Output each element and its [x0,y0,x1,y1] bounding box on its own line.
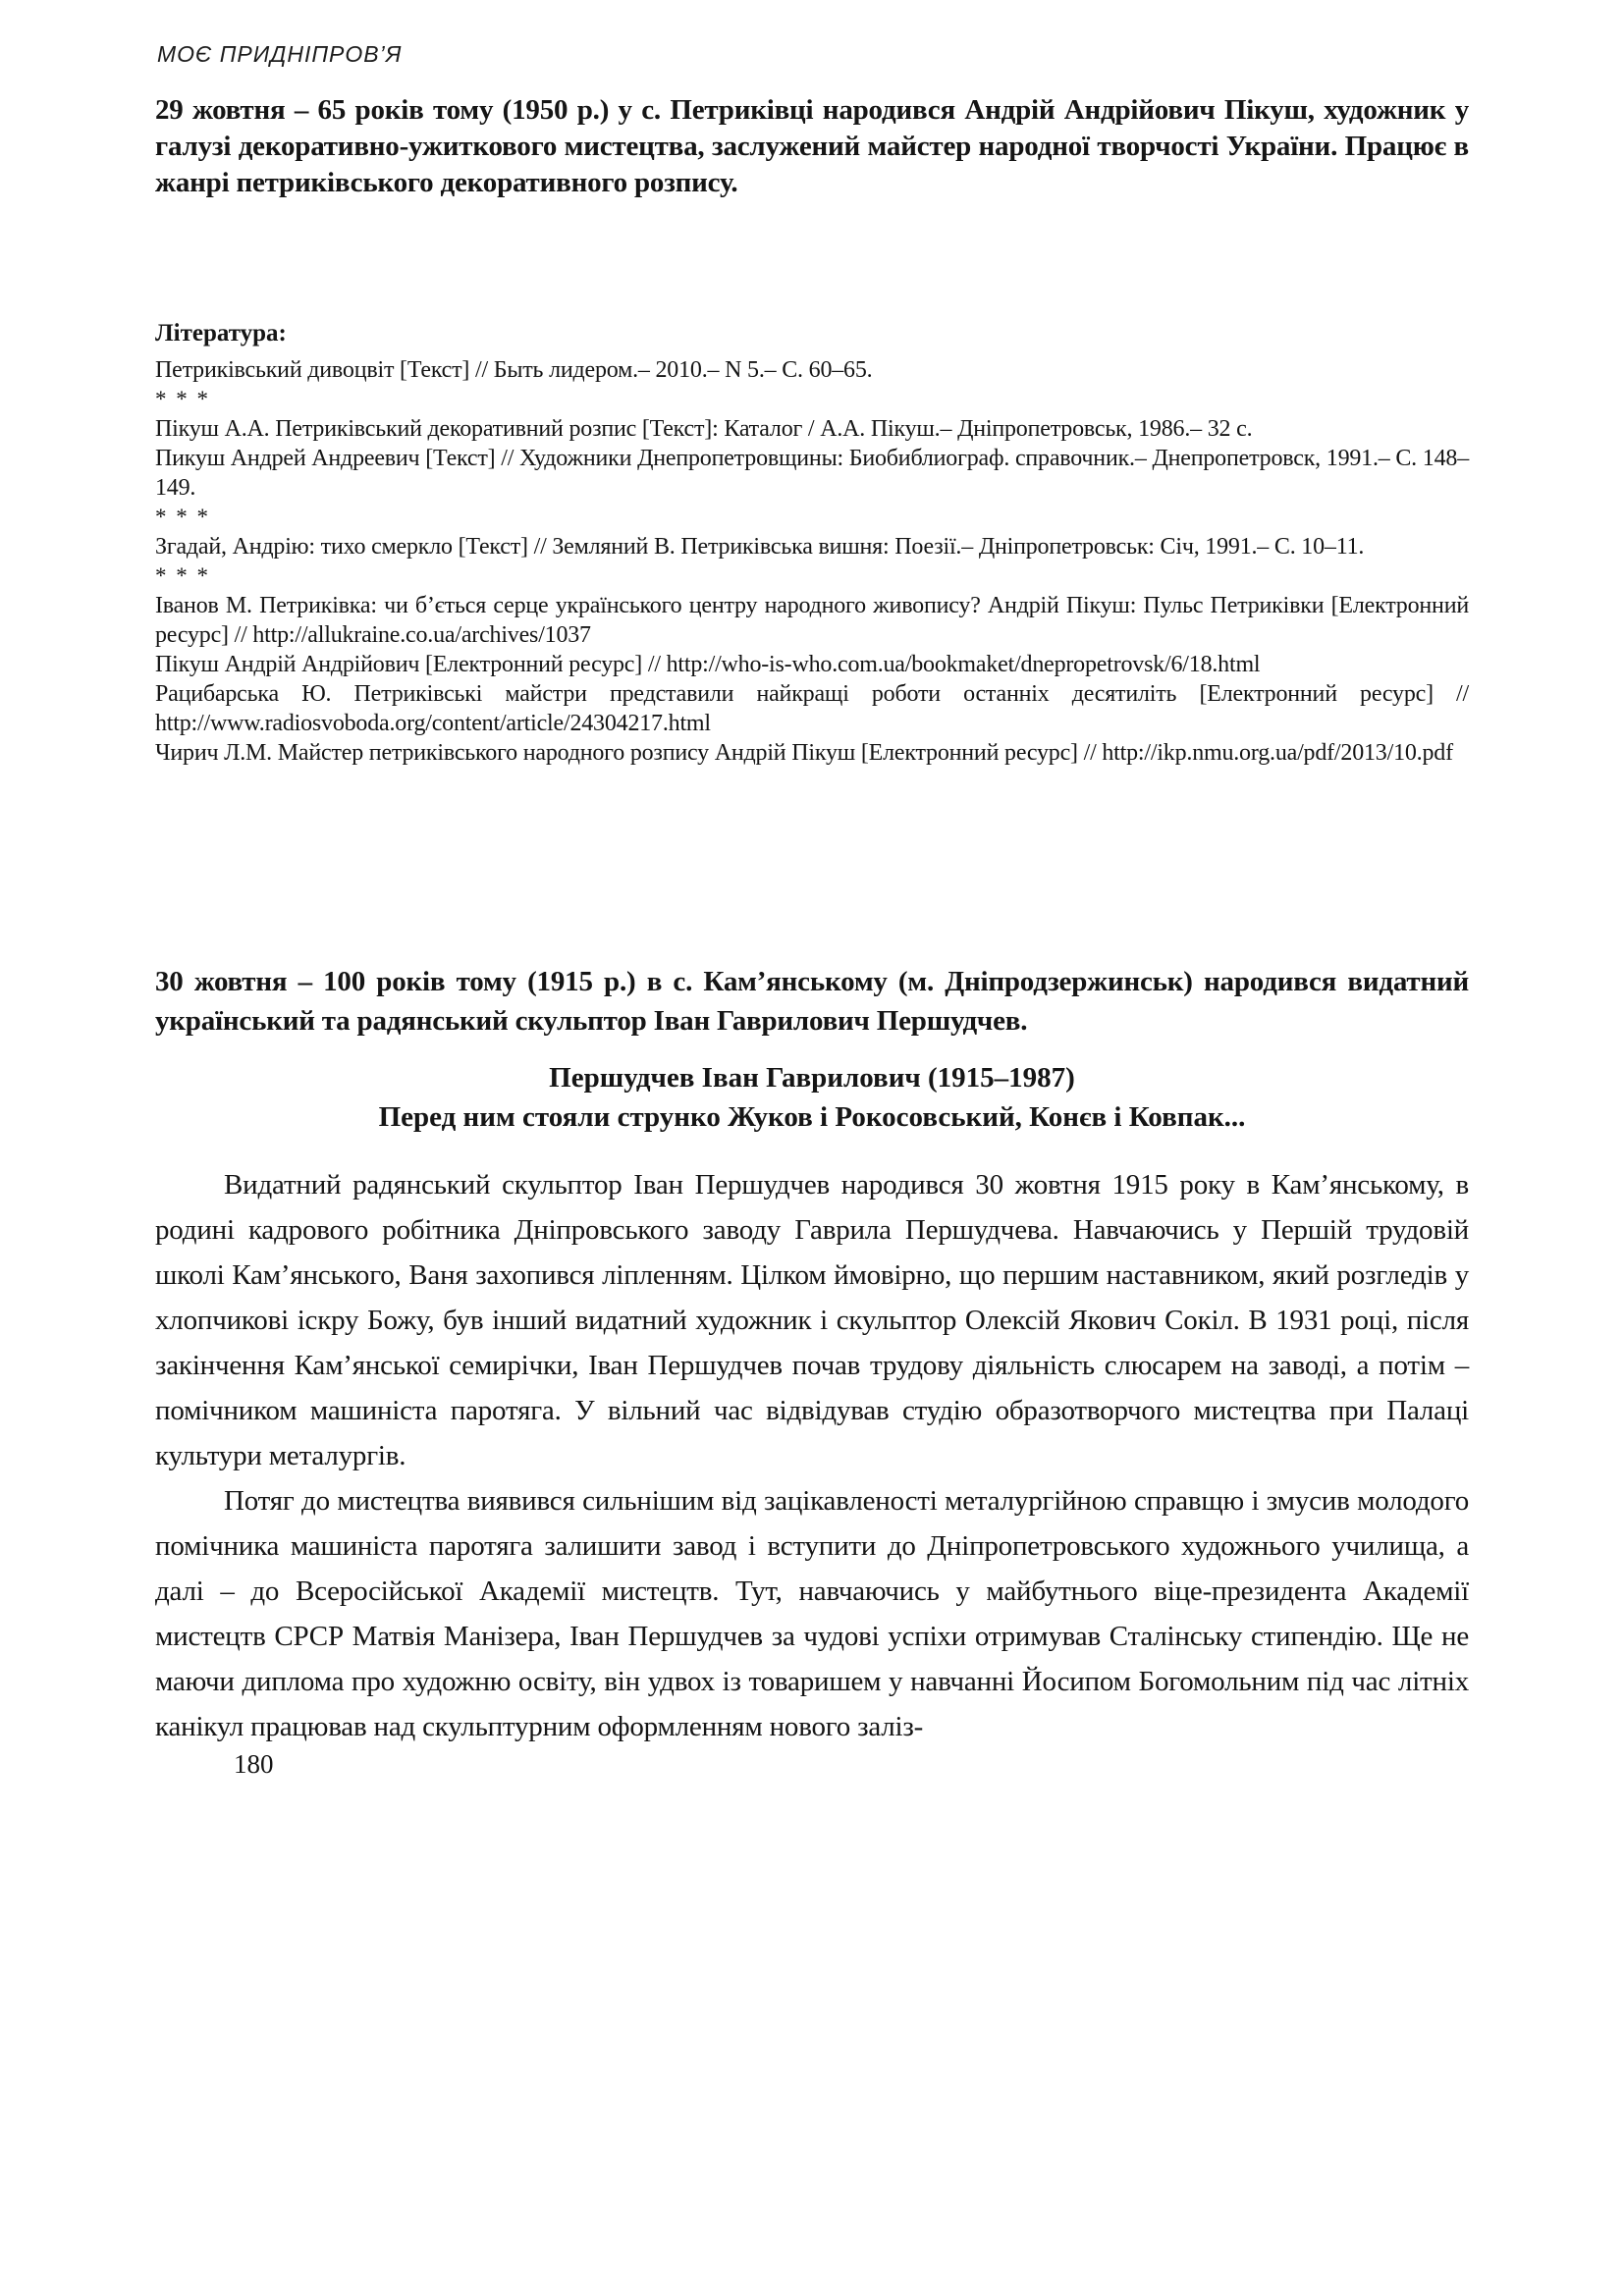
entry-oct30-intro: 30 жовтня – 100 років тому (1915 р.) в с. Кам’янському (м. Дніпродзержинськ) народився видатний український та радянський скульптор Іван Гаврилович Першудчев. [155,966,1469,1037]
bibliography-entry: Пикуш Андрей Андреевич [Текст] // Художники Днепропетровщины: Биобиблиограф. справочник.– Днепропетровск, 1991.– С. 148–149. [155,446,1469,501]
asterisk-separator: * * * [155,387,210,411]
body-paragraph: Потяг до мистецтва виявився сильнішим від зацікавленості металургійною справщю і змусив молодого помічника машиніста паротяга залишити завод і вступити до Дніпропетровського художнього училища, а далі – до Всеросійської Академії мистецтв. Тут, навчаючись у майбутнього віце-президента Академії мистецтв СРСР Матвія Манізера, Іван Першудчев за чудові успіхи отримував Сталінську стипендію. Ще не маючи диплома про художню освіту, він удвох із товаришем у навчанні Йосипом Богомольним під час літніх канікул працював над скульптурним оформленням нового заліз- [155,1485,1469,1742]
bibliography-list [155,355,1469,768]
bibliography-entry: Пікуш Андрій Андрійович [Електронний ресурс] // http://who-is-who.com.ua/bookmaket/dnepropetrovsk/6/18.html [155,652,1261,677]
section-subtitle: Перед ним стояли струнко Жуков і Рокосовський, Конєв і Ковпак... [378,1101,1246,1133]
body-text [155,1162,1469,1749]
bibliography-entry: Іванов М. Петриківка: чи б’ється серце українського центру народного живопису? Андрій Пікуш: Пульс Петриківки [Електронний ресурс] // http://allukraine.co.ua/archives/1037 [155,593,1469,648]
bibliography-entry: Петриківський дивоцвіт [Текст] // Быть лидером.– 2010.– N 5.– С. 60–65. [155,357,873,383]
literature-label: Література: [155,320,287,347]
bibliography-entry: Чирич Л.М. Майстер петриківського народного розпису Андрій Пікуш [Електронний ресурс] // http://ikp.nmu.org.ua/pdf/2013/10.pdf [155,740,1453,766]
page-number: 180 [234,1749,274,1779]
bibliography-entry: Пікуш А.А. Петриківський декоративний розпис [Текст]: Каталог / А.А. Пікуш.– Дніпропетровськ, 1986.– 32 с. [155,416,1253,442]
asterisk-separator: * * * [155,505,210,529]
bibliography-entry: Згадай, Андрію: тихо смеркло [Текст] // Земляний В. Петриківська вишня: Поезії.– Дніпропетровськ: Січ, 1991.– С. 10–11. [155,534,1365,560]
running-header: МОЄ ПРИДНІПРОВ’Я [157,41,403,67]
entry-oct29-intro: 29 жовтня – 65 років тому (1950 р.) у с. Петриківці народився Андрій Андрійович Пікуш, художник у галузі декоративно-ужиткового мистецтва, заслужений майстер народної творчості України. Працює в жанрі петриківського декоративного розпису. [155,94,1469,198]
section-title: Першудчев Іван Гаврилович (1915–1987) [549,1062,1075,1094]
body-paragraph: Видатний радянський скульптор Іван Першудчев народився 30 жовтня 1915 року в Кам’янському, в родині кадрового робітника Дніпровського заводу Гаврила Першудчева. Навчаючись у Першій трудовій школі Кам’янського, Ваня захопився ліпленням. Цілком ймовірно, що першим наставником, який розгледів у хлопчикові іскру Божу, був інший видатний художник і скульптор Олексій Якович Сокіл. В 1931 році, після закінчення Кам’янської семирічки, Іван Першудчев почав трудову діяльність слюсарем на заводі, а потім – помічником машиніста паротяга. У вільний час відвідував студію образотворчого мистецтва при Палаці культури металургів. [155,1169,1469,1471]
asterisk-separator: * * * [155,563,210,588]
bibliography-entry: Рацибарська Ю. Петриківські майстри представили найкращі роботи останніх десятиліть [Електронний ресурс] // http://www.radiosvoboda.org/content/article/24304217.html [155,681,1469,736]
